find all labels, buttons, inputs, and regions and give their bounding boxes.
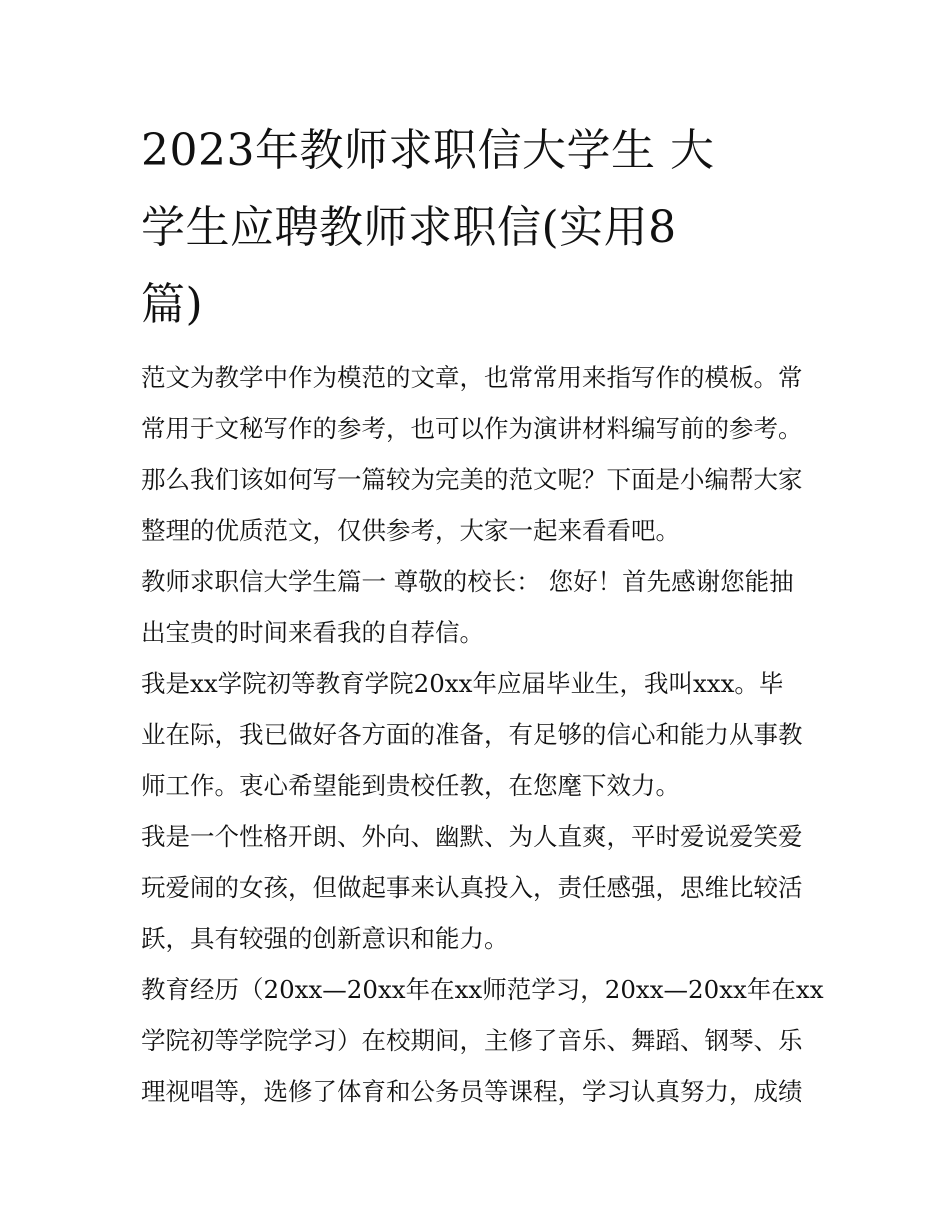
paragraph-intro [141,352,816,556]
paragraph-personality [141,811,816,964]
text-line: 教育经历（20xx—20xx年在xx师范学习，20xx—20xx年在xx [141,975,824,1004]
text-line: 范文为教学中作为模范的文章，也常常用来指写作的模板。常 [141,363,803,392]
text-line: 我是xx学院初等教育学院20xx年应届毕业生，我叫xxx。毕 [141,669,784,698]
title-line: 篇) [141,279,204,330]
text-line: 师工作。衷心希望能到贵校任教，在您麾下效力。 [141,771,680,800]
title-line: 2023年教师求职信大学生 大 [141,125,715,176]
document-title [141,112,821,343]
text-line: 学院初等学院学习）在校期间，主修了音乐、舞蹈、钢琴、乐 [141,1026,803,1055]
text-line: 那么我们该如何写一篇较为完美的范文呢？下面是小编帮大家 [141,465,803,494]
title-line: 学生应聘教师求职信(实用8 [141,202,677,253]
paragraph-greeting [141,556,816,658]
paragraph-education [141,964,824,1117]
text-line: 常用于文秘写作的参考，也可以作为演讲材料编写前的参考。 [141,414,803,443]
text-line: 出宝贵的时间来看我的自荐信。 [141,618,484,647]
text-line: 业在际，我已做好各方面的准备，有足够的信心和能力从事教 [141,720,803,749]
text-line: 我是一个性格开朗、外向、幽默、为人直爽，平时爱说爱笑爱 [141,822,803,851]
paragraph-self-intro [141,658,816,811]
text-line: 教师求职信大学生篇一 尊敬的校长： 您好！首先感谢您能抽 [141,567,794,596]
text-line: 整理的优质范文，仅供参考，大家一起来看看吧。 [141,516,680,545]
text-line: 玩爱闹的女孩，但做起事来认真投入，责任感强，思维比较活 [141,873,803,902]
text-line: 跃，具有较强的创新意识和能力。 [141,924,509,953]
text-line: 理视唱等，选修了体育和公务员等课程，学习认真努力，成绩 [141,1077,803,1106]
document-body [141,352,824,1117]
